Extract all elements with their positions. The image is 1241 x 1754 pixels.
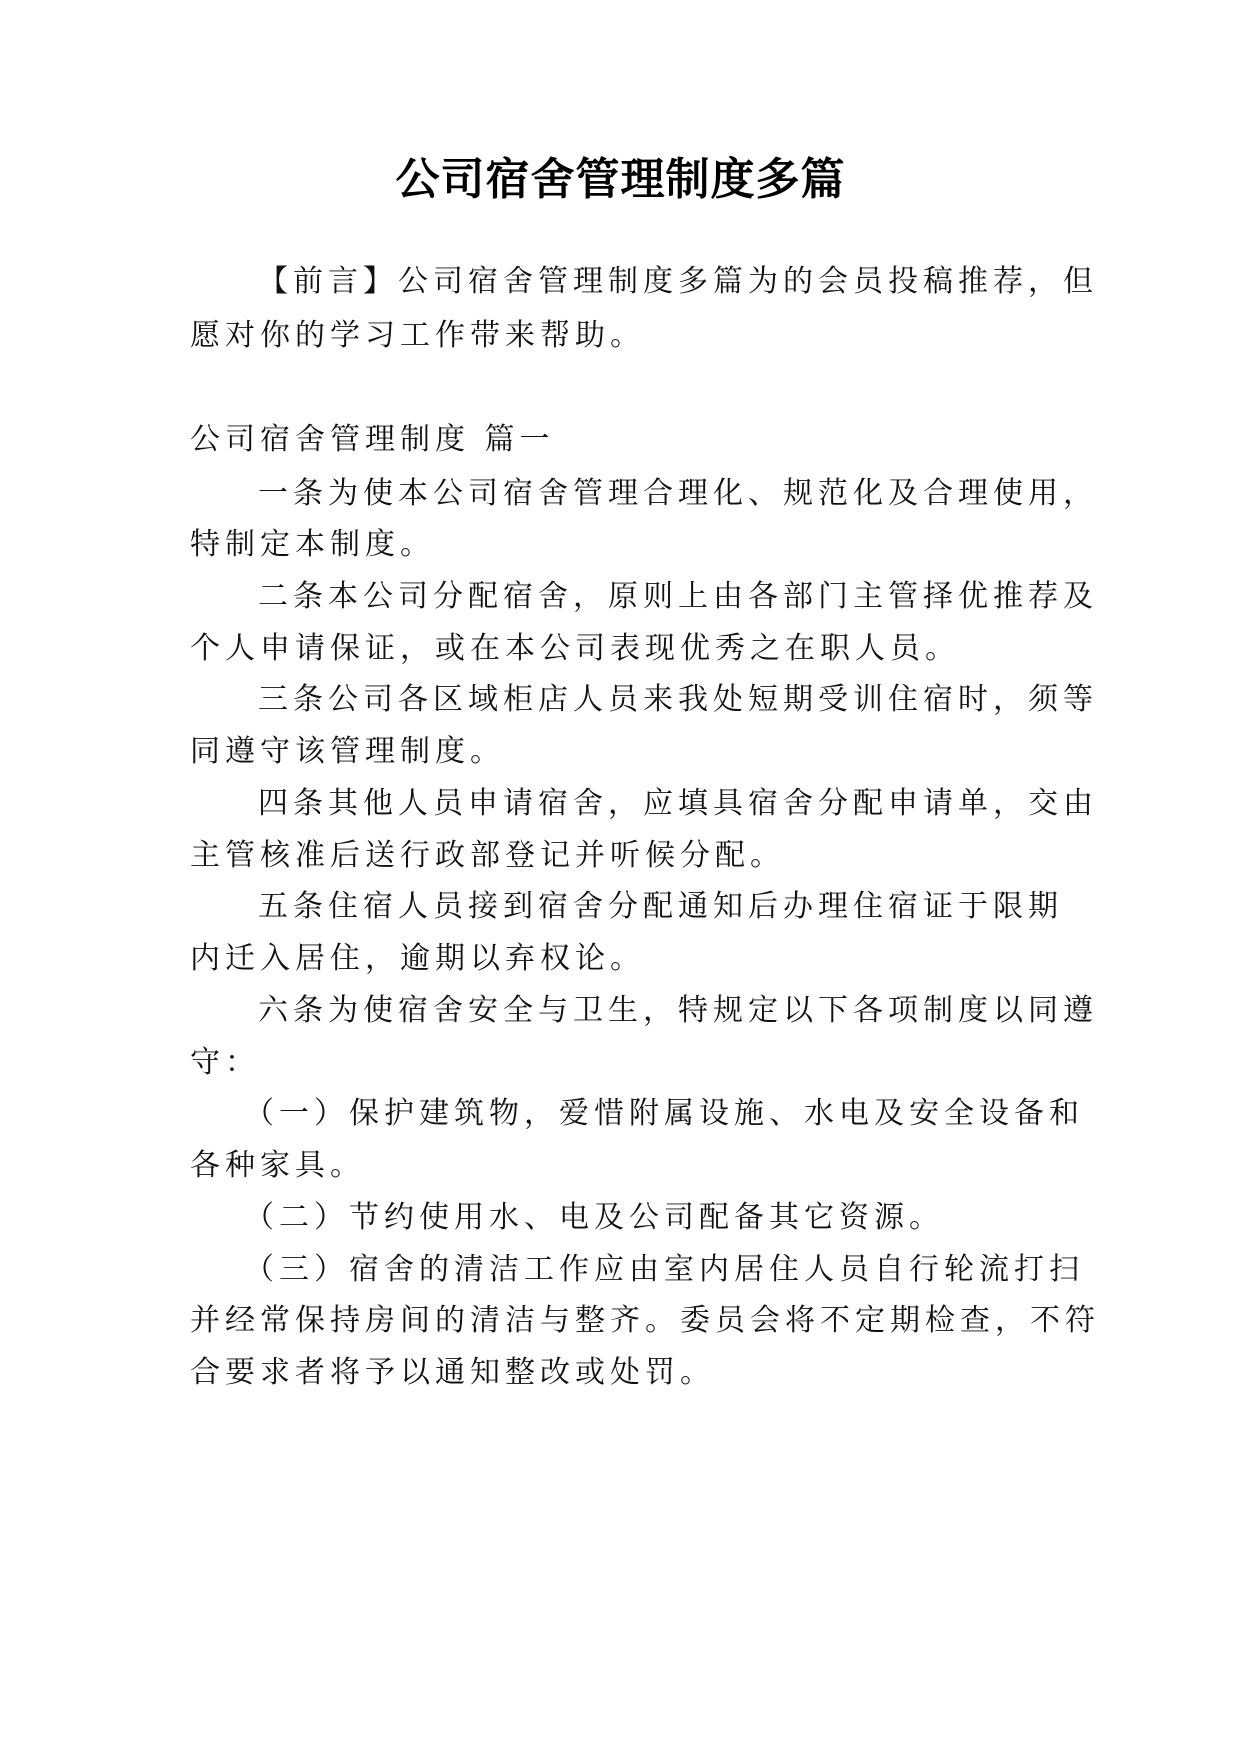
preface-line-1: 【前言】公司宿舍管理制度多篇为的会员投稿推荐，但 <box>258 264 1098 299</box>
article-1-line-1: 一条为使本公司宿舍管理合理化、规范化及合理使用， <box>258 476 1098 511</box>
article-4-line-2: 主管核准后送行政部登记并听候分配。 <box>190 838 785 873</box>
article-1-line-2: 特制定本制度。 <box>190 527 435 562</box>
document-title: 公司宿舍管理制度多篇 <box>395 154 846 205</box>
article-4-line-1: 四条其他人员申请宿舍，应填具宿舍分配申请单，交由 <box>258 786 1098 821</box>
item-3-line-2: 并经常保持房间的清洁与整齐。委员会将不定期检查，不符 <box>190 1303 1100 1338</box>
item-2-line-1: （二）节约使用水、电及公司配备其它资源。 <box>244 1200 944 1235</box>
item-3-line-3: 合要求者将予以通知整改或处罚。 <box>190 1355 715 1390</box>
article-5-line-2: 内迁入居住，逾期以弃权论。 <box>190 941 645 976</box>
article-5-line-1: 五条住宿人员接到宿舍分配通知后办理住宿证于限期 <box>258 889 1063 924</box>
section-heading: 公司宿舍管理制度 篇一 <box>190 422 555 457</box>
article-3-line-2: 同遵守该管理制度。 <box>190 734 505 769</box>
article-2-line-2: 个人申请保证，或在本公司表现优秀之在职人员。 <box>190 631 960 666</box>
preface-line-2: 愿对你的学习工作带来帮助。 <box>190 318 645 353</box>
item-1-line-2: 各种家具。 <box>190 1148 365 1183</box>
article-3-line-1: 三条公司各区域柜店人员来我处短期受训住宿时，须等 <box>258 682 1098 717</box>
article-6-line-2: 守： <box>190 1045 260 1080</box>
article-2-line-1: 二条本公司分配宿舍，原则上由各部门主管择优推荐及 <box>258 579 1098 614</box>
article-6-line-1: 六条为使宿舍安全与卫生，特规定以下各项制度以同遵 <box>258 993 1098 1028</box>
item-3-line-1: （三）宿舍的清洁工作应由室内居住人员自行轮流打扫 <box>244 1252 1084 1287</box>
item-1-line-1: （一）保护建筑物，爱惜附属设施、水电及安全设备和 <box>244 1096 1084 1131</box>
